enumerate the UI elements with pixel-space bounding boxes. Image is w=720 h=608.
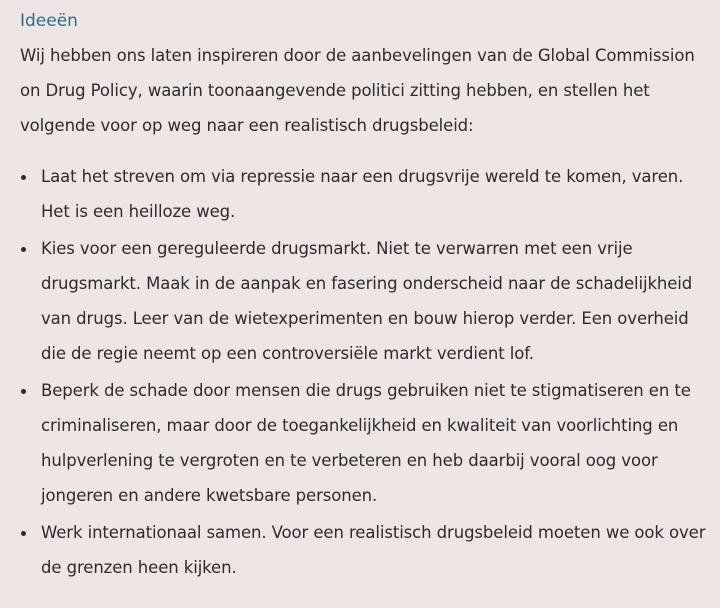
bullet-icon [21,389,26,394]
section-heading: Ideeën [20,11,78,31]
article-content [20,0,710,587]
bullet-icon [21,175,26,180]
list-item-text: Beperk de schade door mensen die drugs gebruiken niet te stigmatiseren en te criminaliseren, maar door de toegankelijkheid en kwaliteit van voorlichting en hulpverlening te vergroten en te verbeteren en heb daarbij vooral oog voor jongeren en andere kwetsbare personen. [41,381,691,505]
list-item-text: Kies voor een gereguleerde drugsmarkt. Niet te verwarren met een vrije drugsmarkt. Maak in de aanpak en fasering onderscheid naar de schadelijkheid van drugs. Leer van de wietexperimenten en bouw hierop verder. Een overheid die de regie neemt op een controversiële markt verdient lof. [41,239,693,363]
list-item-text: Laat het streven om via repressie naar een drugsvrije wereld te komen, varen. Het is een heilloze weg. [41,167,684,221]
list-item-text: Werk internationaal samen. Voor een realistisch drugsbeleid moeten we ook over de grenzen heen kijken. [41,523,706,577]
list-item [20,159,710,229]
list-item [20,515,710,585]
list-item [20,231,710,371]
intro-paragraph: Wij hebben ons laten inspireren door de aanbevelingen van de Global Commission on Drug Policy, waarin toonaangevende politici zitting hebben, en stellen het volgende voor op weg naar een realistisch drugsbeleid: [20,46,695,135]
list-item [20,373,710,513]
bullet-icon [21,531,26,536]
ideas-list [20,159,710,585]
bullet-icon [21,247,26,252]
